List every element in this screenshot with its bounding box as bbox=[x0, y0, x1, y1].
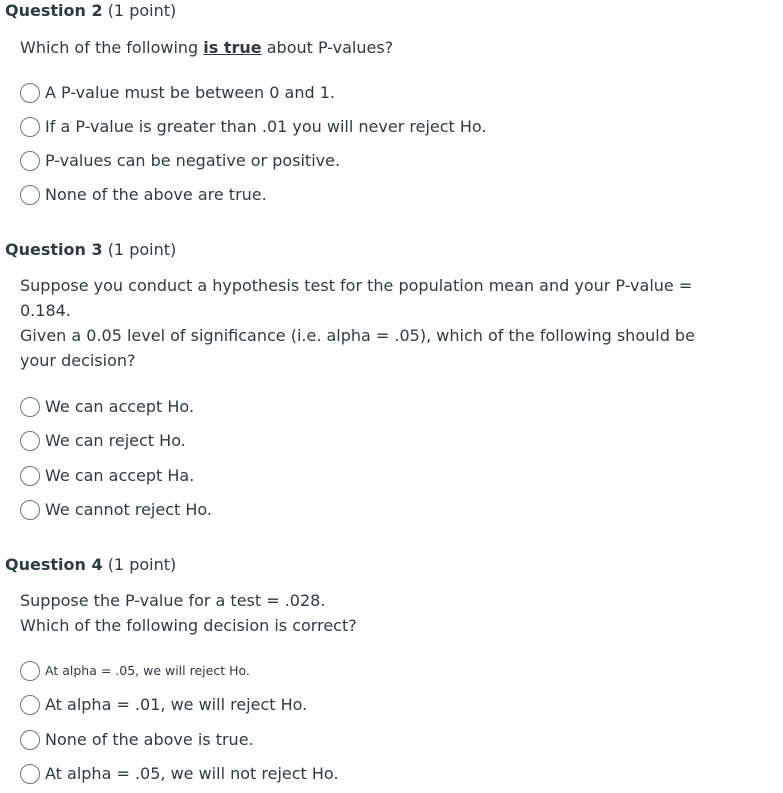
prompt-line: Which of the following decision is correct? bbox=[20, 616, 357, 635]
answer-option[interactable] bbox=[20, 149, 340, 173]
radio-button[interactable] bbox=[20, 500, 40, 520]
answer-option[interactable] bbox=[20, 762, 339, 786]
answer-option[interactable] bbox=[20, 693, 307, 717]
answer-option[interactable] bbox=[20, 728, 254, 752]
question-points: (1 point) bbox=[107, 1, 177, 20]
prompt-line: Given a 0.05 level of significance (i.e. alpha = .05), which of the following should be bbox=[20, 326, 695, 345]
question-title: Question 3 bbox=[5, 240, 103, 259]
answer-option[interactable] bbox=[20, 429, 186, 453]
question-points: (1 point) bbox=[107, 555, 177, 574]
radio-button[interactable] bbox=[20, 185, 40, 205]
option-label: We can accept Ha. bbox=[45, 466, 195, 485]
question-prompt bbox=[20, 35, 720, 60]
radio-button[interactable] bbox=[20, 730, 40, 750]
option-label: At alpha = .05, we will not reject Ho. bbox=[45, 764, 339, 783]
option-label: A P-value must be between 0 and 1. bbox=[45, 83, 335, 102]
option-label: At alpha = .01, we will reject Ho. bbox=[45, 695, 308, 714]
radio-button[interactable] bbox=[20, 151, 40, 171]
question-title: Question 4 bbox=[5, 555, 103, 574]
radio-button[interactable] bbox=[20, 695, 40, 715]
prompt-text: about P-values? bbox=[261, 38, 394, 57]
prompt-text: Which of the following bbox=[20, 38, 204, 57]
answer-option[interactable] bbox=[20, 464, 194, 488]
question-header bbox=[5, 240, 176, 260]
prompt-line: Suppose you conduct a hypothesis test for the population mean and your P-value = bbox=[20, 276, 693, 295]
option-label: If a P-value is greater than .01 you will never reject Ho. bbox=[45, 117, 487, 136]
option-label: None of the above is true. bbox=[45, 730, 254, 749]
radio-button[interactable] bbox=[20, 466, 40, 486]
question-prompt bbox=[20, 588, 720, 638]
prompt-line: Suppose the P-value for a test = .028. bbox=[20, 591, 326, 610]
option-label: None of the above are true. bbox=[45, 185, 267, 204]
option-label: We can accept Ho. bbox=[45, 397, 195, 416]
radio-button[interactable] bbox=[20, 117, 40, 137]
option-label: We can reject Ho. bbox=[45, 431, 186, 450]
answer-option[interactable] bbox=[20, 659, 250, 683]
answer-option[interactable] bbox=[20, 115, 487, 139]
radio-button[interactable] bbox=[20, 431, 40, 451]
prompt-line: 0.184. bbox=[20, 301, 71, 320]
prompt-line: your decision? bbox=[20, 351, 136, 370]
question-points: (1 point) bbox=[107, 240, 177, 259]
prompt-emphasis: is true bbox=[203, 38, 262, 57]
radio-button[interactable] bbox=[20, 397, 40, 417]
radio-button[interactable] bbox=[20, 764, 40, 784]
question-header bbox=[5, 555, 176, 575]
answer-option[interactable] bbox=[20, 183, 267, 207]
radio-button[interactable] bbox=[20, 83, 40, 103]
question-prompt bbox=[20, 273, 720, 373]
question-header bbox=[5, 1, 176, 21]
radio-button[interactable] bbox=[20, 661, 40, 681]
option-label: P-values can be negative or positive. bbox=[45, 151, 341, 170]
answer-option[interactable] bbox=[20, 498, 212, 522]
option-label: At alpha = .05, we will reject Ho. bbox=[45, 663, 250, 678]
option-label: We cannot reject Ho. bbox=[45, 500, 212, 519]
answer-option[interactable] bbox=[20, 81, 335, 105]
question-title: Question 2 bbox=[5, 1, 103, 20]
answer-option[interactable] bbox=[20, 395, 194, 419]
